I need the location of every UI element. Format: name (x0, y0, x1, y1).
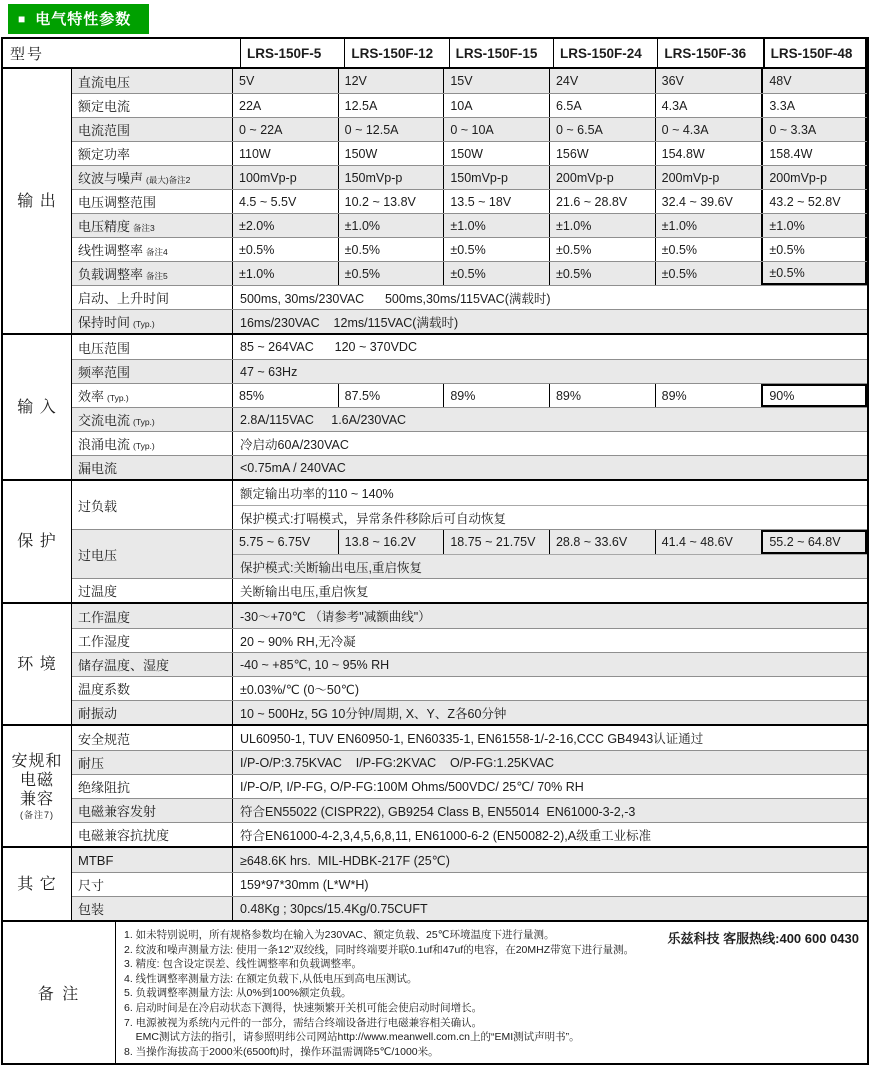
row-values (233, 94, 867, 117)
row-label (72, 238, 233, 261)
row-label (72, 848, 233, 872)
row-label (72, 360, 233, 383)
row-label-text: 电压范围 (78, 340, 131, 356)
section (3, 69, 867, 333)
row-value: 符合EN61000-4-2,3,4,5,6,8,11, EN61000-6-2 (EN50082-2),A级重工业标准 (240, 828, 652, 843)
bullet-square-icon: ■ (18, 11, 27, 26)
row-label-note: 备注5 (146, 270, 168, 281)
row-value: 0.48Kg ; 30pcs/15.4Kg/0.75CUFT (240, 901, 428, 916)
spec-row (72, 431, 867, 455)
model-header: LRS-150F-36 (664, 45, 747, 61)
value-cell: ±1.0% (444, 214, 550, 237)
model-header: LRS-150F-24 (554, 39, 658, 67)
value-cell: 6.5A (550, 94, 656, 117)
row-label-text: 启动、上升时间 (78, 291, 170, 306)
value-cell: ±0.5% (444, 262, 550, 285)
row-value: ≥648.6K hrs. MIL-HDBK-217F (25℃) (240, 853, 450, 868)
notes-label: 备 注 (3, 922, 116, 1063)
spec-row (72, 726, 867, 750)
spec-row (72, 309, 867, 333)
value-cell: 0 ~ 22A (233, 118, 339, 141)
row-value: 159*97*30mm (L*W*H) (240, 877, 369, 892)
value-cell: 48V (761, 69, 867, 93)
value-cell: 154.8W (661, 146, 705, 161)
value-cell: 110W (233, 142, 339, 165)
spec-row (72, 383, 867, 407)
row-values (233, 214, 867, 237)
spec-row (72, 93, 867, 117)
value-cell: 24V (550, 69, 656, 93)
row-label (72, 262, 233, 285)
row-value: 冷启动60A/230VAC (240, 437, 349, 452)
row-label (72, 799, 233, 822)
row-label-text: 电磁兼容抗扰度 (78, 828, 170, 843)
row-value: 保护模式:关断输出电压,重启恢复 (240, 560, 422, 575)
row-label (72, 456, 233, 479)
section-label (3, 604, 72, 724)
row-values (233, 384, 867, 407)
model-header: LRS-150F-5 (241, 39, 345, 67)
note-line: EMC测试方法的指引，请参照明纬公司网站http://www.meanwell.com.cn上的“EMI测试声明书”。 (124, 1031, 580, 1044)
spec-row (72, 676, 867, 700)
value-cell: 200mVp-p (761, 166, 867, 189)
value-cell: 0 ~ 12.5A (339, 118, 445, 141)
section-rows (72, 335, 867, 479)
spec-row (72, 848, 867, 872)
spec-row (72, 628, 867, 652)
row-value: -40 ~ +85℃, 10 ~ 95% RH (240, 658, 390, 672)
row-value: <0.75mA / 240VAC (240, 460, 346, 475)
spec-row (72, 285, 867, 309)
spec-row (72, 237, 867, 261)
group-line (233, 505, 867, 529)
value-cell: 13.8 ~ 16.2V (339, 530, 445, 554)
model-headers (241, 39, 867, 67)
row-label-text: 温度系数 (78, 682, 131, 697)
row-label (72, 142, 233, 165)
section (3, 846, 867, 920)
note-line: 1. 如未特别说明，所有规格参数均在输入为230VAC、额定负载、25℃环境温度下进行量测。 (124, 929, 555, 941)
section-rows (72, 848, 867, 920)
row-label (72, 118, 233, 141)
note-line: 4. 线性调整率测量方法: 在额定负载下,从低电压到高电压测试。 (124, 972, 418, 985)
group-line (233, 481, 867, 505)
spec-row (72, 822, 867, 846)
section-rows (72, 604, 867, 724)
row-label-text: 电流范围 (78, 123, 131, 138)
value-cell: 10.2 ~ 13.8V (339, 190, 445, 213)
value-cell: ±0.5% (550, 262, 656, 285)
row-label-text: 电压调整范围 (78, 195, 157, 210)
value-cell: ±1.0% (233, 262, 339, 285)
value-cell: 15V (444, 69, 550, 93)
value-cell: 43.2 ~ 52.8V (761, 190, 867, 213)
row-label (72, 432, 233, 455)
value-cell: 5V (233, 69, 339, 93)
section-label-text: 兼容 (19, 790, 54, 808)
spec-row (72, 359, 867, 383)
row-value: 2.8A/115VAC 1.6A/230VAC (240, 412, 407, 427)
row-label (72, 775, 233, 798)
section-label-text: 环 境 (17, 655, 57, 673)
value-cell: ±0.5% (339, 262, 445, 285)
note-line: 2. 纹波和噪声测量方法: 使用一条12"双绞线，同时终端要并联0.1uf和47uf的电容，在20MHZ带宽下进行量测。 (124, 943, 635, 956)
value-cell: 4.5 ~ 5.5V (233, 190, 339, 213)
note-line: 5. 负载调整率测量方法: 从0%到100%额定负载。 (124, 987, 352, 1000)
row-label-text: 额定电流 (78, 99, 131, 114)
value-cell: 13.5 ~ 18V (444, 190, 550, 213)
value-cell: 0 ~ 4.3A (661, 122, 709, 137)
model-header: LRS-150F-15 (450, 39, 554, 67)
row-label (72, 408, 233, 431)
row-label (72, 530, 233, 578)
value-cell: 150mVp-p (444, 166, 550, 189)
row-label (72, 701, 233, 724)
section-label-note: (备注7) (20, 809, 54, 820)
spec-row (72, 750, 867, 774)
row-value: -30～+70℃ （请参考"减额曲线"） (240, 610, 431, 624)
row-label-note: (Typ.) (133, 416, 155, 427)
row-label-note: (最大)备注2 (146, 174, 191, 185)
row-label (72, 897, 233, 920)
row-value: 额定输出功率的110 ~ 140% (240, 487, 394, 501)
value-cell: ±0.5% (661, 266, 698, 281)
row-label-text: 耐振动 (78, 706, 118, 721)
row-label-text: 过负载 (78, 498, 118, 514)
row-label (72, 384, 233, 407)
spec-row (72, 896, 867, 920)
section-label-text: 输 入 (17, 398, 57, 416)
row-label-text: 过电压 (78, 547, 118, 563)
row-value: UL60950-1, TUV EN60950-1, EN60335-1, EN61558-1/-2-16,CCC GB4943认证通过 (240, 732, 704, 746)
spec-row (72, 165, 867, 189)
row-label-text: 电压精度 (78, 219, 131, 234)
spec-row (72, 189, 867, 213)
row-label-text: 保持时间 (78, 315, 131, 330)
model-header: LRS-150F-48 (763, 39, 867, 67)
section-label-text: 保 护 (17, 533, 57, 550)
row-value: 保护模式:打嗝模式，异常条件移除后可自动恢复 (240, 511, 506, 526)
row-label (72, 823, 233, 846)
value-cell: 12V (339, 69, 445, 93)
row-values (233, 262, 867, 285)
value-cell: 55.2 ~ 64.8V (761, 530, 867, 554)
value-cell: 0 ~ 3.3A (761, 118, 867, 141)
row-label (72, 94, 233, 117)
spec-row (72, 335, 867, 359)
value-cell: 90% (761, 384, 867, 407)
value-cell: ±0.5% (550, 238, 656, 261)
row-value: 85 ~ 264VAC 120 ~ 370VDC (240, 340, 417, 354)
section-title-banner (8, 4, 149, 34)
row-values (233, 238, 867, 261)
section-label (3, 481, 72, 602)
spec-row (72, 481, 867, 529)
section-label (3, 335, 72, 479)
group-lines (233, 530, 867, 578)
value-cell: 150W (339, 142, 445, 165)
notes-section (3, 920, 867, 1063)
row-label-text: 工作温度 (78, 609, 131, 625)
value-cell: 89% (444, 384, 550, 407)
row-label-text: 负载调整率 (78, 267, 144, 282)
row-label (72, 629, 233, 652)
row-label (72, 726, 233, 750)
row-label (72, 677, 233, 700)
notes-body (116, 922, 867, 1063)
row-values (233, 69, 867, 93)
row-label-text: MTBF (78, 852, 114, 868)
spec-row (72, 529, 867, 578)
value-cell: ±0.5% (339, 238, 445, 261)
value-cell: 89% (550, 384, 656, 407)
value-cell: ±0.5% (661, 242, 698, 257)
section-label (3, 848, 72, 920)
row-values (233, 142, 867, 165)
value-cell: 32.4 ~ 39.6V (661, 194, 733, 209)
value-cell: 22A (233, 94, 339, 117)
section-label-text: 电磁 (19, 771, 54, 789)
row-label-text: 包装 (78, 902, 105, 917)
row-label-text: 频率范围 (78, 365, 131, 380)
row-label (72, 751, 233, 774)
note-line: 6. 启动时间是在冷启动状态下测得，快速频繁开关机可能会使启动时间增长。 (124, 1001, 483, 1014)
row-label (72, 604, 233, 628)
spec-row (72, 798, 867, 822)
row-value: ±0.03%/℃ (0～50℃) (240, 682, 360, 697)
group-line (233, 530, 867, 554)
spec-row (72, 261, 867, 285)
value-cell: 3.3A (761, 94, 867, 117)
row-value: 500ms, 30ms/230VAC 500ms,30ms/115VAC(满载时) (240, 291, 551, 306)
row-value: 16ms/230VAC 12ms/115VAC(满载时) (240, 315, 459, 330)
row-label-text: 绝缘阻抗 (78, 780, 131, 795)
banner-title: 电气特性参数 (35, 11, 132, 28)
row-value: I/P-O/P:3.75KVAC I/P-FG:2KVAC O/P-FG:1.25KVAC (240, 755, 554, 770)
section (3, 724, 867, 846)
row-label (72, 286, 233, 309)
value-cell: 150mVp-p (339, 166, 445, 189)
value-cell: ±0.5% (444, 238, 550, 261)
row-label-note: (Typ.) (133, 318, 155, 329)
value-cell: 85% (233, 384, 339, 407)
note-line: 8. 当操作海拔高于2000米(6500ft)时，操作环温需调降5℃/1000米。 (124, 1045, 439, 1058)
section-rows (72, 69, 867, 333)
spec-row (72, 117, 867, 141)
section-label-text: 输 出 (17, 192, 57, 210)
row-label-text: 耐压 (78, 756, 105, 771)
row-label (72, 335, 233, 359)
section (3, 602, 867, 724)
spec-row (72, 652, 867, 676)
model-header: LRS-150F-12 (345, 39, 449, 67)
row-label (72, 310, 233, 333)
row-label-text: 直流电压 (78, 74, 131, 90)
group-line (233, 554, 867, 578)
section (3, 479, 867, 602)
spec-row (72, 700, 867, 724)
spec-row (72, 455, 867, 479)
row-values (233, 190, 867, 213)
row-label-note: 备注3 (133, 222, 155, 233)
group-lines (233, 481, 867, 529)
spec-table (1, 37, 869, 1065)
value-cell: 18.75 ~ 21.75V (444, 530, 550, 554)
section-label-text: 其 它 (17, 875, 57, 893)
section-rows (72, 726, 867, 846)
spec-row (72, 774, 867, 798)
row-label-text: 尺寸 (78, 878, 105, 893)
row-label-text: 线性调整率 (78, 243, 144, 258)
note-line: 3. 精度: 包含设定误差、线性调整率和负载调整率。 (124, 958, 363, 971)
row-label-text: 过温度 (78, 584, 118, 599)
value-cell: 10A (444, 94, 550, 117)
row-values (233, 166, 867, 189)
row-label-text: 效率 (78, 389, 105, 404)
model-header-row (3, 39, 867, 69)
row-label-text: 安全规范 (78, 731, 131, 747)
value-cell: 41.4 ~ 48.6V (661, 535, 733, 549)
row-value: 符合EN55022 (CISPR22), GB9254 Class B, EN55014 EN61000-3-2,-3 (240, 804, 636, 819)
row-label (72, 214, 233, 237)
spec-row (72, 141, 867, 165)
value-cell: 28.8 ~ 33.6V (550, 530, 656, 554)
value-cell: 36V (661, 74, 684, 88)
value-cell: 87.5% (339, 384, 445, 407)
row-label (72, 190, 233, 213)
value-cell: ±0.5% (761, 262, 867, 285)
value-cell: ±1.0% (550, 214, 656, 237)
value-cell: 156W (550, 142, 656, 165)
value-cell: 150W (444, 142, 550, 165)
spec-row (72, 872, 867, 896)
spec-row (72, 604, 867, 628)
value-cell: 12.5A (339, 94, 445, 117)
value-cell: ±1.0% (339, 214, 445, 237)
spec-row (72, 407, 867, 431)
row-label-text: 浪涌电流 (78, 437, 131, 452)
row-value: 20 ~ 90% RH,无冷凝 (240, 634, 356, 649)
note-line: 7. 电源被视为系统内元件的一部分，需结合终端设备进行电磁兼容相关确认。 (124, 1016, 483, 1029)
value-cell: 0 ~ 6.5A (550, 118, 656, 141)
row-label-note: 备注4 (146, 246, 168, 257)
value-cell: ±0.5% (233, 238, 339, 261)
value-cell: 0 ~ 10A (444, 118, 550, 141)
row-label (72, 69, 233, 93)
row-value: 关断输出电压,重启恢复 (240, 584, 369, 599)
section-label (3, 69, 72, 333)
spec-row (72, 213, 867, 237)
value-cell: 100mVp-p (233, 166, 339, 189)
row-label-text: 储存温度、湿度 (78, 658, 170, 673)
value-cell: 158.4W (761, 142, 867, 165)
value-cell: 200mVp-p (661, 170, 720, 185)
value-cell: 200mVp-p (550, 166, 656, 189)
model-column-label: 型号 (3, 39, 241, 67)
row-label (72, 873, 233, 896)
hotline-text: 乐兹科技 客服热线:400 600 0430 (667, 931, 859, 946)
row-label-text: 额定功率 (78, 147, 131, 162)
value-cell: ±2.0% (233, 214, 339, 237)
value-cell: ±1.0% (761, 214, 867, 237)
spec-row (72, 578, 867, 602)
spec-row (72, 69, 867, 93)
row-value: I/P-O/P, I/P-FG, O/P-FG:100M Ohms/500VDC/ 25℃/ 70% RH (240, 780, 584, 794)
row-label (72, 653, 233, 676)
row-label-text: 漏电流 (78, 461, 118, 476)
value-cell: 4.3A (661, 98, 688, 113)
row-label-text: 交流电流 (78, 413, 131, 428)
row-values (233, 118, 867, 141)
value-cell: 21.6 ~ 28.8V (550, 190, 656, 213)
value-cell: 89% (661, 388, 687, 403)
row-value: 47 ~ 63Hz (240, 364, 298, 379)
row-values (233, 530, 867, 554)
row-label (72, 579, 233, 602)
row-label (72, 481, 233, 529)
section-label-text: 安规和 (11, 752, 63, 770)
row-value: 10 ~ 500Hz, 5G 10分钟/周期, X、Y、Z各60分钟 (240, 706, 507, 721)
row-label-note: (Typ.) (133, 440, 155, 451)
row-label (72, 166, 233, 189)
row-label-text: 电磁兼容发射 (78, 804, 157, 819)
value-cell: ±1.0% (661, 218, 698, 233)
row-label-text: 纹波与噪声 (78, 171, 144, 186)
value-cell: ±0.5% (761, 238, 867, 261)
row-label-text: 工作湿度 (78, 634, 131, 649)
section (3, 333, 867, 479)
value-cell: 5.75 ~ 6.75V (233, 530, 339, 554)
section-label (3, 726, 72, 846)
section-rows (72, 481, 867, 602)
row-label-note: (Typ.) (107, 392, 129, 403)
